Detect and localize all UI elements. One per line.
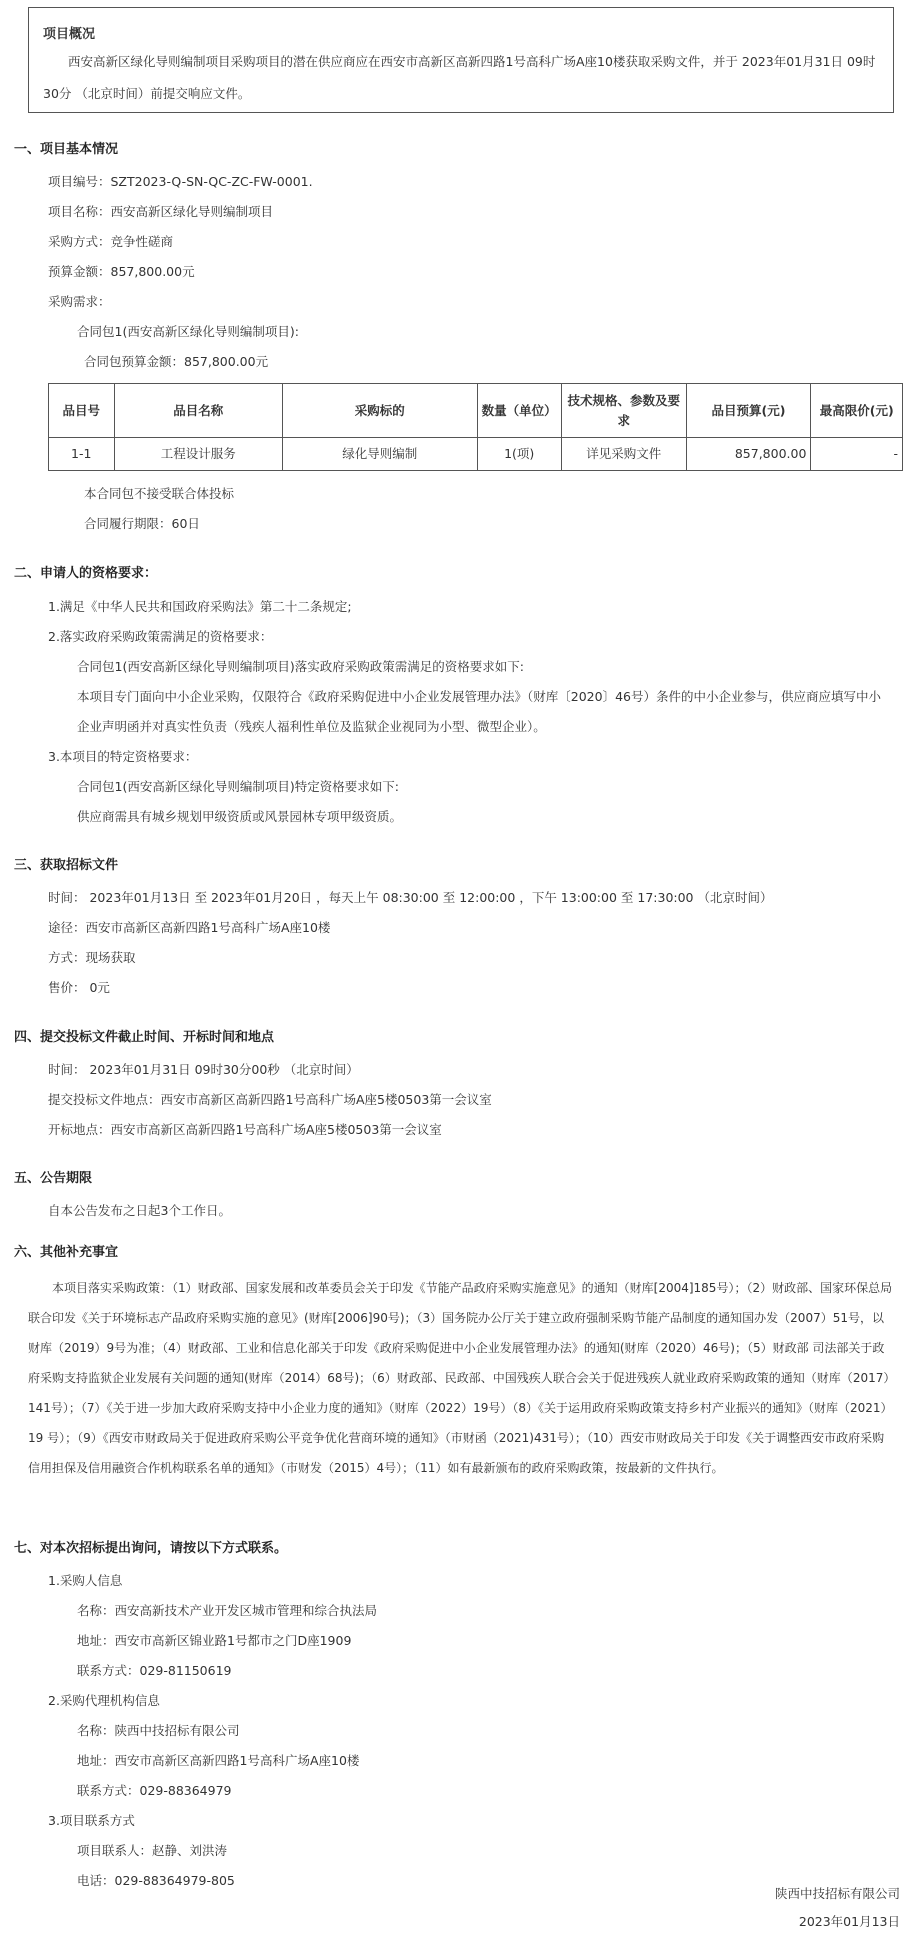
agent-address: 地址：西安市高新区高新四路1号高科广场A座10楼: [77, 1753, 360, 1768]
table-header: 采购标的: [283, 384, 478, 438]
acquire-method: 方式：现场获取: [48, 950, 136, 965]
table-cell: 详见采购文件: [561, 438, 686, 471]
table-header: 最高限价(元): [811, 384, 903, 438]
overview-title: 项目概况: [43, 27, 96, 42]
table-header: 技术规格、参数及要求: [561, 384, 686, 438]
deadline-time: 时间： 2023年01月31日 09时30分00秒 （北京时间）: [48, 1062, 359, 1077]
section-3-heading: 三、获取招标文件: [14, 858, 119, 873]
qualification-2: 2.落实政府采购政策需满足的资格要求：: [48, 629, 273, 644]
table-row: [49, 438, 903, 471]
project-contact-phone: 电话：029-88364979-805: [77, 1873, 235, 1888]
buyer-info-title: 1.采购人信息: [48, 1573, 123, 1588]
qualification-2-package: 合同包1(西安高新区绿化导则编制项目)落实政府采购政策需满足的资格要求如下:: [77, 659, 524, 674]
acquire-time: 时间： 2023年01月13日 至 2023年01月20日 ，每天上午 08:30:00 至 12:00:00 ，下午 13:00:00 至 17:30:00 （北京时间）: [48, 890, 773, 905]
table-header: 品目预算(元): [686, 384, 811, 438]
agent-phone: 联系方式：029-88364979: [77, 1783, 232, 1798]
table-cell: 1(项): [477, 438, 561, 471]
supplementary-policies: 本项目落实采购政策：（1）财政部、国家发展和改革委员会关于印发《节能产品政府采购实施意见》的通知（财库[2004]185号）；（2）财政部、国家环保总局联合印发《关于环境标志产品政府采购实施的意见》(财库[2006]90号)；（3）国务院办公厅关于建立政府强制采购节能产品制度的通知国办发（2007）51号，以财库（2019）9号为准；（4）财政部、工业和信息化部关于印发《政府采购促进中小企业发展管理办法》的通知(财库（2020）46号)；（5）财政部 司法部关于政府采购支持监狱企业发展有关问题的通知(财库（2014）68号)；（6）财政部、民政部、中国残疾人联合会关于促进残疾人就业政府采购政策的通知（财库（2017）141号）；（7）《关于进一步加大政府采购支持中小企业力度的通知》（财库（2022）19号）（8）《关于运用政府采购政策支持乡村产业振兴的通知》（财库（2021）19 号）；（9）《西安市财政局关于促进政府采购公平竞争优化营商环境的通知》（市财函（2021)431号）；（10）西安市财政局关于印发《关于调整西安市政府采购信用担保及信用融资合作机构联系名单的通知》（市财发（2015）4号）；（11）如有最新颁布的政府采购政策，按最新的文件执行。: [28, 1281, 893, 1475]
qualification-3-detail: 供应商需具有城乡规划甲级资质或风景园林专项甲级资质。: [77, 809, 403, 824]
table-cell: 1-1: [49, 438, 115, 471]
table-header: 数量（单位）: [477, 384, 561, 438]
submission-place: 提交投标文件地点：西安市高新区高新四路1号高科广场A座5楼0503第一会议室: [48, 1092, 492, 1107]
footer-date: 2023年01月13日: [798, 1914, 900, 1929]
project-contact-person: 项目联系人：赵静、刘洪涛: [77, 1843, 228, 1858]
qualification-3-package: 合同包1(西安高新区绿化导则编制项目)特定资格要求如下:: [77, 779, 399, 794]
budget-amount: 预算金额：857,800.00元: [48, 264, 195, 279]
qualification-2-detail-line2: 企业声明函并对真实性负责（残疾人福利性单位及监狱企业视同为小型、微型企业）。: [77, 719, 546, 734]
section-5-heading: 五、公告期限: [14, 1171, 93, 1186]
agent-name: 名称：陕西中技招标有限公司: [77, 1723, 240, 1738]
table-cell: 857,800.00: [686, 438, 811, 471]
procurement-method: 采购方式：竞争性磋商: [48, 234, 174, 249]
section-6-heading: 六、其他补充事宜: [14, 1245, 119, 1260]
table-header: 品目名称: [114, 384, 283, 438]
project-number: 项目编号：SZT2023-Q-SN-QC-ZC-FW-0001.: [48, 174, 313, 189]
document-price: 售价： 0元: [48, 980, 110, 995]
qualification-1: 1.满足《中华人民共和国政府采购法》第二十二条规定;: [48, 599, 352, 614]
no-consortium-note: 本合同包不接受联合体投标: [84, 486, 235, 501]
items-table: [48, 383, 903, 471]
project-contact-title: 3.项目联系方式: [48, 1813, 135, 1828]
opening-place: 开标地点：西安市高新区高新四路1号高科广场A座5楼0503第一会议室: [48, 1122, 442, 1137]
table-header-row: [49, 384, 903, 438]
table-cell: -: [811, 438, 903, 471]
agent-info-title: 2.采购代理机构信息: [48, 1693, 160, 1708]
qualification-2-detail-line1: 本项目专门面向中小企业采购，仅限符合《政府采购促进中小企业发展管理办法》（财库〔2020〕46号）条件的中小企业参与，供应商应填写中小: [77, 689, 881, 704]
buyer-name: 名称：西安高新技术产业开发区城市管理和综合执法局: [77, 1603, 378, 1618]
section-2-heading: 二、申请人的资格要求：: [14, 566, 158, 581]
contract-period: 合同履行期限：60日: [84, 516, 200, 531]
table-header: 品目号: [49, 384, 115, 438]
package-budget: 合同包预算金额：857,800.00元: [84, 354, 269, 369]
table-cell: 绿化导则编制: [283, 438, 478, 471]
table-cell: 工程设计服务: [114, 438, 283, 471]
overview-box: [28, 7, 894, 113]
project-name: 项目名称：西安高新区绿化导则编制项目: [48, 204, 274, 219]
section-4-heading: 四、提交投标文件截止时间、开标时间和地点: [14, 1030, 275, 1045]
section-1-heading: 一、项目基本情况: [14, 142, 119, 157]
procurement-demand: 采购需求：: [48, 294, 111, 309]
acquire-place: 途径：西安市高新区高新四路1号高科广场A座10楼: [48, 920, 331, 935]
section-7-heading: 七、对本次招标提出询问，请按以下方式联系。: [14, 1541, 288, 1556]
overview-text: 西安高新区绿化导则编制项目采购项目的潜在供应商应在西安市高新区高新四路1号高科广场A座10楼获取采购文件，并于 2023年01月31日 09时30分 （北京时间）前提交响应文件。: [43, 54, 876, 101]
qualification-3: 3.本项目的特定资格要求：: [48, 749, 198, 764]
notice-period: 自本公告发布之日起3个工作日。: [48, 1203, 231, 1218]
package-title: 合同包1(西安高新区绿化导则编制项目):: [77, 324, 299, 339]
buyer-phone: 联系方式：029-81150619: [77, 1663, 232, 1678]
buyer-address: 地址：西安市高新区锦业路1号都市之门D座1909: [77, 1633, 352, 1648]
footer-company: 陕西中技招标有限公司: [774, 1886, 900, 1901]
